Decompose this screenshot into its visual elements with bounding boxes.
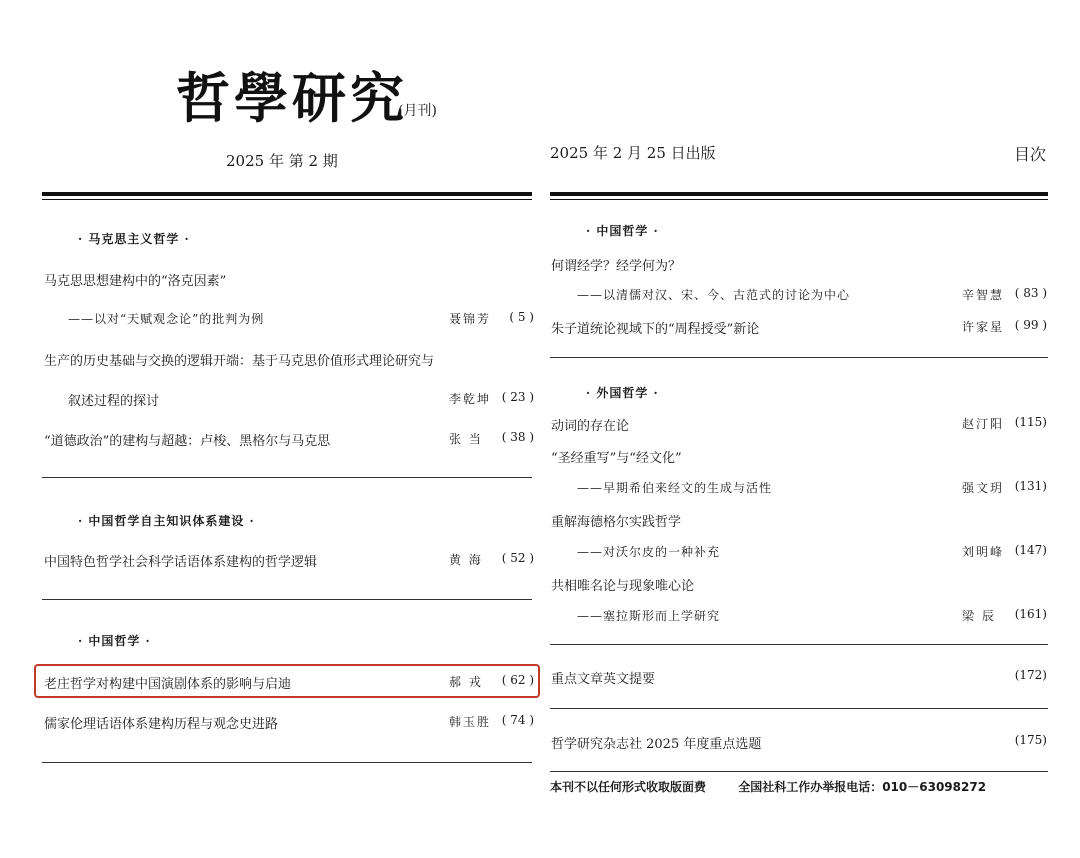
article-author: 许家星 — [962, 320, 1005, 334]
article-page: (115) — [1014, 415, 1047, 429]
toc-label: 目次 — [1014, 145, 1047, 164]
section-divider — [550, 644, 1048, 645]
toc-entry[interactable] — [44, 390, 534, 412]
section-heading-chinese-philosophy-right: · 中国哲学 · — [586, 224, 659, 238]
article-subtitle: ——以清儒对汉、宋、今、古范式的讨论为中心 — [577, 288, 851, 302]
article-author: 张 当 — [449, 432, 483, 446]
toc-entry[interactable] — [44, 430, 534, 452]
toc-entry[interactable] — [44, 270, 534, 292]
article-author: 赵汀阳 — [962, 417, 1005, 431]
article-title: “道德政治”的建构与超越：卢梭、黑格尔与马克思 — [44, 434, 331, 449]
toc-entry[interactable] — [44, 310, 534, 332]
report-hotline: 全国社科工作办举报电话：010－63098272 — [738, 780, 987, 794]
article-page: ( 83 ) — [1014, 286, 1047, 300]
section-heading-marxism: · 马克思主义哲学 · — [78, 232, 190, 246]
footer-notice — [550, 778, 1014, 795]
article-author: 刘明峰 — [962, 545, 1005, 559]
section-divider — [550, 771, 1048, 772]
section-divider — [42, 762, 532, 763]
toc-entry[interactable] — [551, 543, 1047, 565]
article-title: 中国特色哲学社会科学话语体系建构的哲学逻辑 — [44, 555, 318, 570]
article-title: 何谓经学？经学何为？ — [551, 259, 682, 274]
top-rule-left — [42, 192, 532, 196]
article-author: 郝 戎 — [449, 675, 483, 689]
article-author: 辛智慧 — [962, 288, 1005, 302]
top-rule-right — [550, 192, 1048, 196]
article-title: 儒家伦理话语体系建构历程与观念史进路 — [44, 717, 279, 732]
section-divider — [42, 599, 532, 600]
toc-entry[interactable] — [551, 447, 1047, 469]
toc-entry[interactable] — [551, 255, 1047, 277]
article-subtitle: ——以对“天赋观念论”的批判为例 — [68, 312, 265, 326]
article-page: ( 99 ) — [1014, 318, 1047, 332]
section-heading-chinese-philosophy: · 中国哲学 · — [78, 634, 151, 648]
toc-entry[interactable] — [44, 350, 534, 372]
article-page: ( 5 ) — [509, 310, 534, 324]
section-divider — [550, 357, 1048, 358]
article-page: ( 23 ) — [501, 390, 534, 404]
issue-number: 2025 年 第 2 期 — [226, 152, 338, 170]
article-page: (172) — [1014, 668, 1047, 682]
article-title: “圣经重写”与“经文化” — [551, 451, 682, 466]
top-subrule-right — [550, 199, 1048, 200]
article-author: 李乾坤 — [449, 392, 492, 406]
article-page: (161) — [1014, 607, 1047, 621]
article-subtitle: ——对沃尔皮的一种补充 — [577, 545, 721, 559]
section-heading-foreign-philosophy: · 外国哲学 · — [586, 386, 659, 400]
toc-entry[interactable] — [551, 511, 1047, 533]
article-author: 强文玥 — [962, 481, 1005, 495]
article-author: 梁 辰 — [962, 609, 996, 623]
article-page: ( 74 ) — [501, 713, 534, 727]
article-author: 聂锦芳 — [449, 312, 492, 326]
article-page: ( 38 ) — [501, 430, 534, 444]
journal-title: 哲學研究 — [176, 66, 408, 130]
toc-entry-highlighted[interactable] — [44, 673, 534, 695]
article-title: 重解海德格尔实践哲学 — [551, 515, 682, 530]
publication-date: 2025 年 2 月 25 日出版 — [550, 144, 716, 162]
toc-entry[interactable] — [44, 551, 534, 573]
toc-entry[interactable] — [551, 286, 1047, 308]
article-page: (131) — [1014, 479, 1047, 493]
article-page: (147) — [1014, 543, 1047, 557]
article-title: 哲学研究杂志社 2025 年度重点选题 — [551, 737, 762, 752]
article-title: 重点文章英文提要 — [551, 672, 656, 687]
toc-entry[interactable] — [551, 607, 1047, 629]
toc-entry[interactable] — [551, 575, 1047, 597]
article-page: ( 62 ) — [501, 673, 534, 687]
article-title: 马克思思想建构中的“洛克因素” — [44, 274, 227, 289]
article-author: 韩玉胜 — [449, 715, 492, 729]
toc-entry-abstracts[interactable] — [551, 668, 1047, 690]
toc-entry[interactable] — [551, 479, 1047, 501]
article-title: 朱子道统论视域下的“周程授受”新论 — [551, 322, 760, 337]
toc-entry[interactable] — [44, 713, 534, 735]
article-title: 共相唯名论与现象唯心论 — [551, 579, 695, 594]
article-title-continued: 叙述过程的探讨 — [68, 394, 160, 409]
top-subrule-left — [42, 199, 532, 200]
section-divider — [550, 708, 1048, 709]
article-title: 动词的存在论 — [551, 419, 630, 434]
article-page: (175) — [1014, 733, 1047, 747]
journal-subtitle: (月刊) — [398, 103, 437, 119]
article-title: 生产的历史基础与交换的逻辑开端：基于马克思价值形式理论研究与 — [44, 354, 435, 369]
article-title: 老庄哲学对构建中国演剧体系的影响与启迪 — [44, 677, 292, 692]
toc-entry[interactable] — [551, 318, 1047, 340]
toc-entry-topics[interactable] — [551, 733, 1047, 755]
section-divider — [42, 477, 532, 478]
section-heading-knowledge-system: · 中国哲学自主知识体系建设 · — [78, 514, 255, 528]
article-author: 黄 海 — [449, 553, 483, 567]
article-subtitle: ——塞拉斯形而上学研究 — [577, 609, 721, 623]
article-page: ( 52 ) — [501, 551, 534, 565]
fee-notice: 本刊不以任何形式收取版面费 — [550, 780, 707, 794]
article-subtitle: ——早期希伯来经文的生成与活性 — [577, 481, 773, 495]
toc-entry[interactable] — [551, 415, 1047, 437]
